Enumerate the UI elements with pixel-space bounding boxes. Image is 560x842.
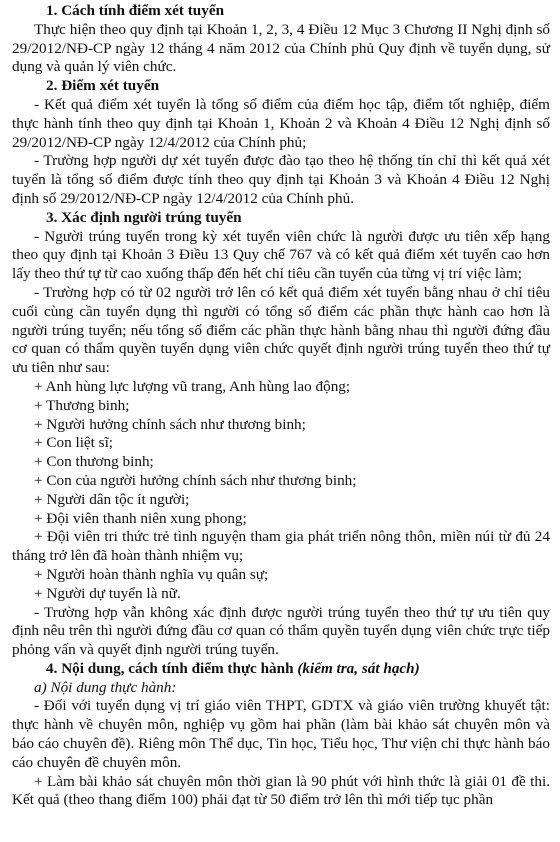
priority-item: + Con thương binh; bbox=[34, 453, 154, 471]
priority-item: + Con của người hưởng chính sách như thương binh; bbox=[34, 471, 357, 489]
section-1-paragraph: Thực hiện theo quy định tại Khoản 1, 2, 3, 4 Điều 12 Mục 3 Chương II Nghị định số 29/2012/NĐ-CP ngày 12 tháng 4 năm 2012 của Chính phủ Quy định về tuyển dụng, sử dụng và quản lý viên chức. bbox=[12, 20, 550, 76]
priority-item: + Con liệt sĩ; bbox=[34, 434, 114, 452]
section-2-heading: 2. Điểm xét tuyển bbox=[46, 77, 160, 95]
priority-item: + Người dự tuyển là nữ. bbox=[34, 584, 181, 602]
section-2-paragraph-2: - Trường hợp người dự xét tuyển được đào tạo theo hệ thống tín chỉ thì kết quả xét tuyển là tổng số điểm được tính theo quy định tại Khoản 3 và Khoản 4 Điều 12 Nghị định số 29/2012/NĐ-CP ngày 12/4/2012 của Chính phủ. bbox=[12, 152, 550, 207]
section-3-paragraph-3: - Trường hợp vẫn không xác định được người trúng tuyển theo thứ tự ưu tiên quy định nêu trên thì người đứng đầu cơ quan có thẩm quyền tuyển dụng viên chức trực tiếp phỏng vấn và quyết định người trúng tuyển. bbox=[12, 603, 550, 659]
section-3-paragraph-1: - Người trúng tuyển trong kỳ xét tuyển viên chức là người được ưu tiên xếp hạng theo quy định tại Khoản 3 Điều 13 Quy chế 767 và có kết quả điểm xét tuyển cao hơn lấy theo thứ tự từ cao xuống thấp đến hết chỉ tiêu cần tuyển của từng vị trí việc làm; bbox=[12, 227, 550, 283]
priority-item: + Đội viên thanh niên xung phong; bbox=[34, 509, 247, 527]
priority-item: + Anh hùng lực lượng vũ trang, Anh hùng lao động; bbox=[34, 377, 351, 395]
priority-item-long: + Đội viên tri thức trẻ tình nguyện tham gia phát triển nông thôn, miền núi từ đủ 24 tháng trở lên đã hoàn thành nhiệm vụ; bbox=[12, 528, 550, 565]
section-1-heading: 1. Cách tính điểm xét tuyển bbox=[46, 2, 225, 19]
priority-item: + Thương binh; bbox=[34, 396, 130, 414]
priority-item: + Người hưởng chính sách như thương binh; bbox=[34, 415, 306, 433]
section-4-title: 4. Nội dung, cách tính điểm thực hành bbox=[46, 659, 294, 677]
section-3-heading: 3. Xác định người trúng tuyển bbox=[46, 208, 242, 226]
section-2-paragraph-1: - Kết quả điểm xét tuyển là tổng số điểm của điểm học tập, điểm tốt nghiệp, điểm thực hành tính theo quy định tại Khoản 1, Khoản 2 và Khoản 4 Điều 12 Nghị định số 29/2012/NĐ-CP ngày 12/4/2012 của Chính phủ; bbox=[12, 95, 550, 151]
priority-item: + Người dân tộc ít người; bbox=[34, 490, 190, 508]
section-4-heading bbox=[12, 660, 550, 679]
section-4-subheading-a: a) Nội dung thực hành: bbox=[34, 678, 177, 696]
section-4-title-suffix: (kiểm tra, sát hạch) bbox=[297, 659, 420, 677]
section-3-paragraph-2: - Trường hợp có từ 02 người trở lên có kết quả điểm xét tuyển bằng nhau ở chỉ tiêu cuối cùng cần tuyển dụng thì người có tổng số điểm các phần thực hành cao hơn là người trúng tuyển; nếu tổng số điểm các phần thực hành bằng nhau thì người đứng đầu cơ quan có thẩm quyền tuyển dụng viên chức quyết định người trúng tuyển theo thứ tự ưu tiên như sau: bbox=[12, 283, 550, 377]
priority-item: + Người hoàn thành nghĩa vụ quân sự; bbox=[34, 565, 269, 583]
section-4-paragraph-2: + Làm bài khảo sát chuyên môn thời gian là 90 phút với hình thức là giải 01 đề thi. Kết quả (theo thang điểm 100) phải đạt từ 50 điểm trở lên thì mới tiếp tục phần bbox=[12, 772, 550, 809]
section-4-paragraph-1: - Đối với tuyển dụng vị trí giáo viên THPT, GDTX và giáo viên trường khuyết tật: thực hành về chuyên môn, nghiệp vụ gồm hai phần (làm bài khảo sát chuyên môn và báo cáo chuyên đề). Riêng môn Thể dục, Tin học, Tiểu học, Thư viện chỉ thực hành báo cáo chuyên đề chuyên môn. bbox=[12, 697, 550, 771]
